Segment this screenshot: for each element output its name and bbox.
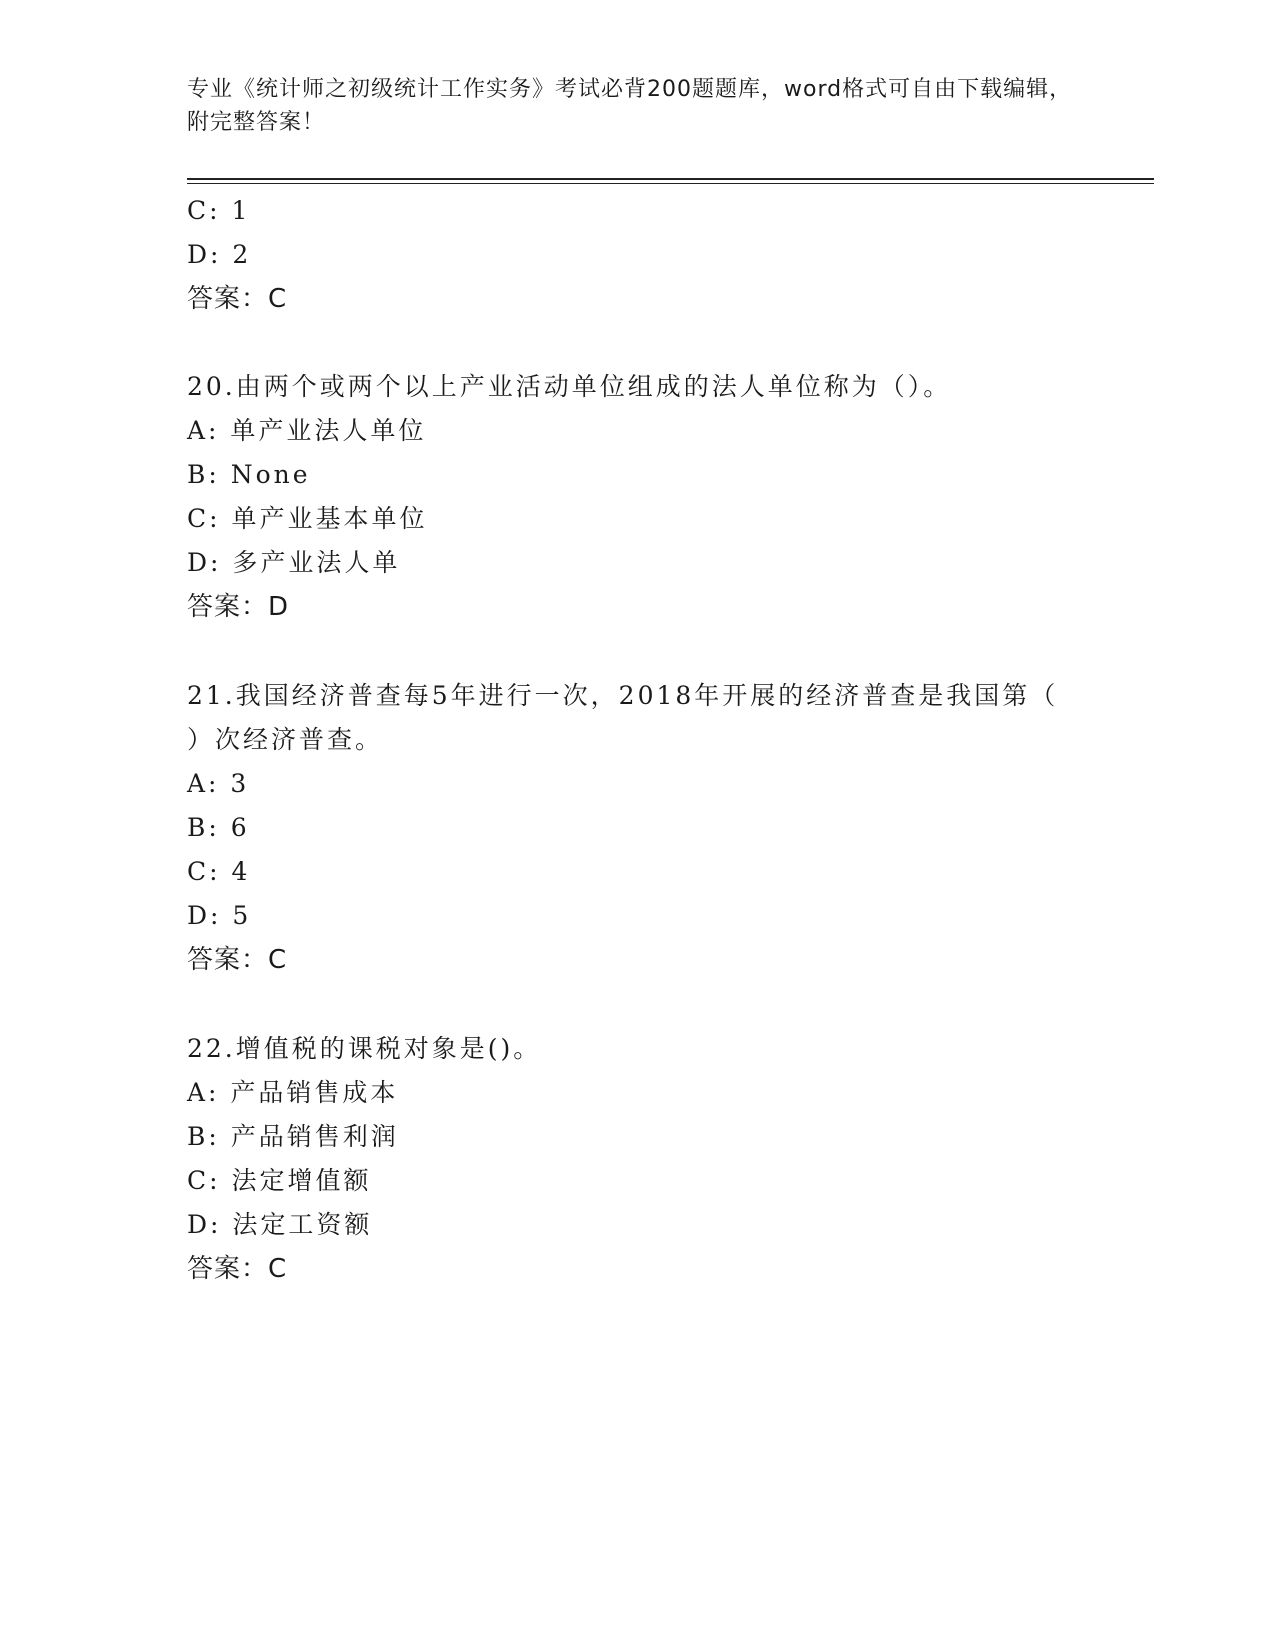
option-c: C: 4 [187,857,251,886]
option-a: A: 产品销售成本 [187,1078,399,1107]
question-stem-20: 20.由两个或两个以上产业活动单位组成的法人单位称为（）。 [187,372,952,401]
option-a: A: 3 [187,769,250,798]
question-stem-22: 22.增值税的课税对象是()。 [187,1034,542,1063]
option-b: B: 产品销售利润 [187,1122,399,1151]
option-d: D: 法定工资额 [187,1210,373,1239]
option-c: C: 单产业基本单位 [187,504,428,533]
option-d: D: 2 [187,240,252,269]
header-divider-thin [187,183,1154,184]
answer-line: 答案：C [187,945,288,975]
option-c: C: 法定增值额 [187,1166,372,1195]
question-stem-21-line1: 21.我国经济普查每5年进行一次，2018年开展的经济普查是我国第（ [187,681,1059,710]
option-b: B: 6 [187,813,250,842]
page-header: 专业《统计师之初级统计工作实务》考试必背200题题库，word格式可自由下载编辑，附完整答案！ [187,77,1073,135]
option-c: C: 1 [187,196,251,225]
option-b: B: None [187,460,311,489]
option-d: D: 5 [187,901,252,930]
answer-line: 答案：C [187,284,288,314]
option-d: D: 多产业法人单 [187,548,401,577]
answer-line: 答案：C [187,1254,288,1284]
header-divider-thick [187,178,1154,180]
answer-line: 答案：D [187,592,290,622]
question-stem-21-line2: ）次经济普查。 [187,725,384,754]
option-a: A: 单产业法人单位 [187,416,427,445]
